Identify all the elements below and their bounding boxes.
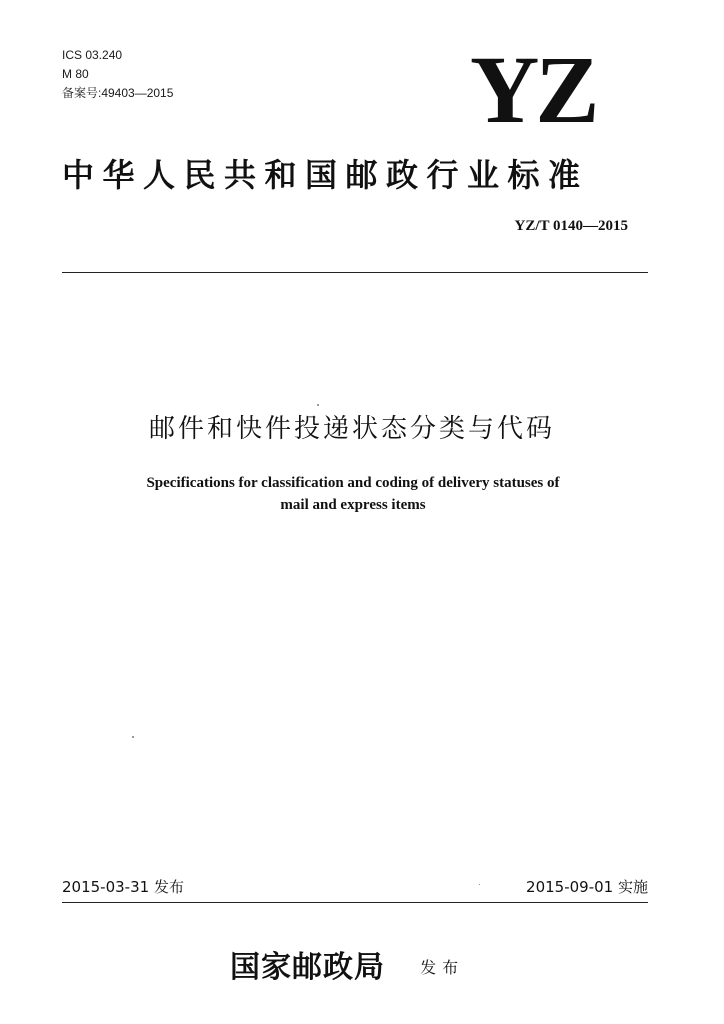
bottom-divider <box>62 902 648 903</box>
issue-date: 2015-03-31 发布 <box>62 878 184 896</box>
publisher-name: 国家邮政局 <box>230 950 385 985</box>
standard-code: YZ/T 0140—2015 <box>514 218 628 234</box>
title-english-line-2: mail and express items <box>280 497 426 513</box>
effective-date: 2015-09-01 实施 <box>526 878 648 896</box>
title-english <box>60 472 646 516</box>
ics-code: ICS 03.240 <box>62 48 123 62</box>
scan-speck <box>317 404 319 406</box>
top-divider <box>62 272 648 273</box>
yz-logo: YZ <box>470 36 596 143</box>
scan-speck <box>479 884 480 885</box>
title-english-line-1: Specifications for classification and coding of delivery statuses of <box>146 475 560 491</box>
standard-category: 中华人民共和国邮政行业标准 <box>62 156 589 194</box>
publisher-action: 发布 <box>420 958 465 977</box>
classification-block <box>62 46 173 103</box>
date-row <box>62 876 648 898</box>
publisher-line <box>230 948 464 988</box>
ccs-code: M 80 <box>62 67 89 81</box>
title-chinese: 邮件和快件投递状态分类与代码 <box>148 414 555 444</box>
filing-number: 备案号:49403—2015 <box>62 86 174 100</box>
scan-speck <box>132 736 134 738</box>
